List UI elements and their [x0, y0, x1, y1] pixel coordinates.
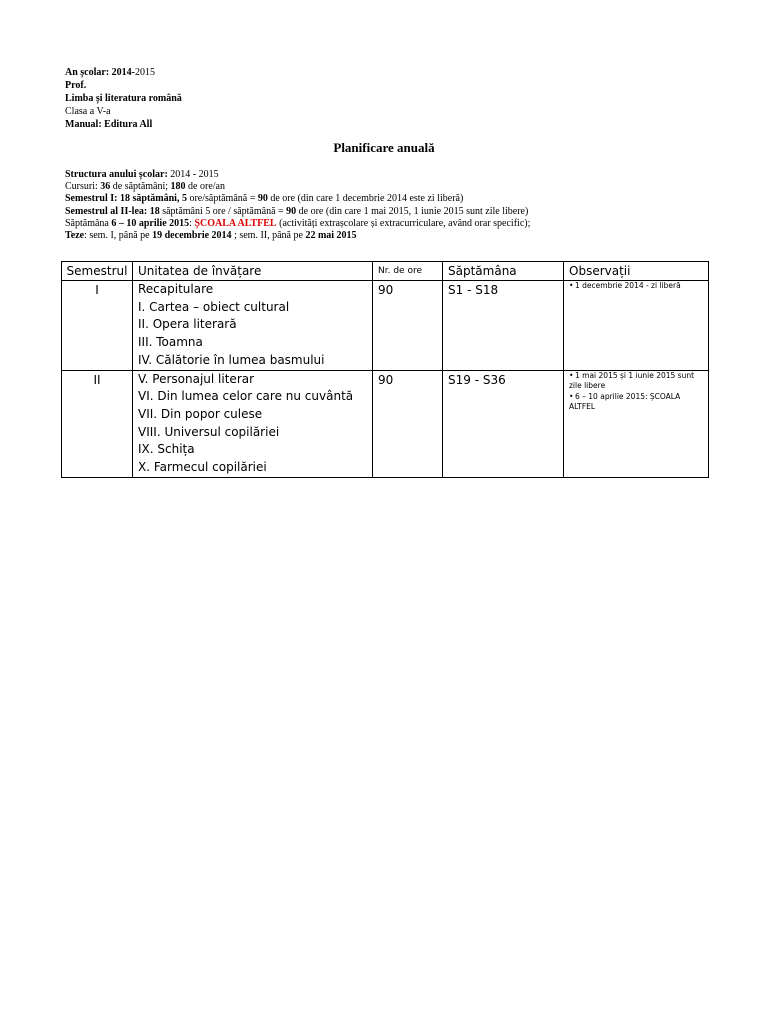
observation-item: • 6 – 10 aprilie 2015: ȘCOALA ALTFEL — [569, 391, 681, 412]
weeks-cell: S19 - S36 — [443, 370, 564, 477]
structure-line-6: Teze: sem. I, până pe 19 decembrie 2014 ; sem. II, până pe 22 mai 2015 — [65, 230, 357, 242]
unit-item: IX. Schița — [138, 442, 195, 457]
hours-cell: 90 — [373, 370, 443, 477]
document-header — [65, 66, 182, 131]
structure-line-4: Semestrul al II-lea: 18 săptămâni 5 ore / săptămână = 90 de ore (din care 1 mai 2015, 1 iunie 2015 sunt zile libere) — [65, 205, 529, 217]
table-row — [62, 281, 709, 371]
year-structure — [65, 169, 530, 242]
header-nr-ore: Nr. de ore — [373, 262, 443, 281]
unit-item: V. Personajul literar — [138, 371, 255, 386]
table-row — [62, 370, 709, 477]
observations-cell — [564, 281, 709, 371]
planning-table — [61, 261, 709, 478]
unit-item: X. Farmecul copilăriei — [138, 460, 267, 475]
unit-item: VI. Din lumea celor care nu cuvântă — [138, 389, 354, 404]
unit-item: Recapitulare — [138, 282, 214, 296]
weeks-cell: S1 - S18 — [443, 281, 564, 371]
header-observatii: Observații — [564, 262, 709, 281]
bullet-icon: • — [569, 370, 574, 380]
unit-item: VII. Din popor culese — [138, 406, 263, 421]
bullet-icon: • — [569, 391, 574, 401]
teacher-label: Prof. — [65, 80, 87, 91]
observations-list — [569, 371, 708, 413]
units-cell — [133, 281, 373, 371]
unit-item: VIII. Universul copilăriei — [138, 424, 280, 439]
manual-label: Manual: Editura All — [65, 119, 153, 130]
structure-line-5: Săptămâna 6 – 10 aprilie 2015: ȘCOALA ALTFEL (activități extrașcolare și extracurriculare, având orar specific); — [65, 217, 531, 229]
structure-line-3: Semestrul I: 18 săptămâni, 5 ore/săptămână = 90 de ore (din care 1 decembrie 2014 este zi liberă) — [65, 193, 464, 205]
observation-item: • 1 mai 2015 și 1 iunie 2015 sunt zile libere — [569, 370, 695, 391]
observations-list — [569, 281, 708, 292]
observation-item: • 1 decembrie 2014 - zi liberă — [569, 281, 681, 290]
bullet-icon: • — [569, 281, 574, 290]
school-year: An școlar: 2014-2015 — [65, 67, 155, 78]
subject-label: Limba și literatura română — [65, 93, 182, 104]
header-semestrul: Semestrul — [62, 262, 133, 281]
header-saptamana: Săptămâna — [443, 262, 564, 281]
class-label: Clasa a V-a — [65, 106, 111, 117]
structure-line-1: Structura anului școlar: 2014 - 2015 — [65, 169, 219, 180]
page-title: Planificare anuală — [333, 140, 435, 155]
semester-cell: I — [62, 281, 133, 371]
table-header-row — [62, 262, 709, 281]
units-cell — [133, 370, 373, 477]
unit-item: IV. Călătorie în lumea basmului — [138, 352, 325, 367]
unit-item: I. Cartea – obiect cultural — [138, 299, 290, 314]
unit-item: III. Toamna — [138, 335, 203, 350]
observations-cell — [564, 370, 709, 477]
structure-line-2: Cursuri: 36 de săptămâni; 180 de ore/an — [65, 181, 225, 193]
semester-cell: II — [62, 370, 133, 477]
unit-item: II. Opera literară — [138, 317, 237, 332]
hours-cell: 90 — [373, 281, 443, 371]
header-unitatea: Unitatea de învățare — [133, 262, 373, 281]
